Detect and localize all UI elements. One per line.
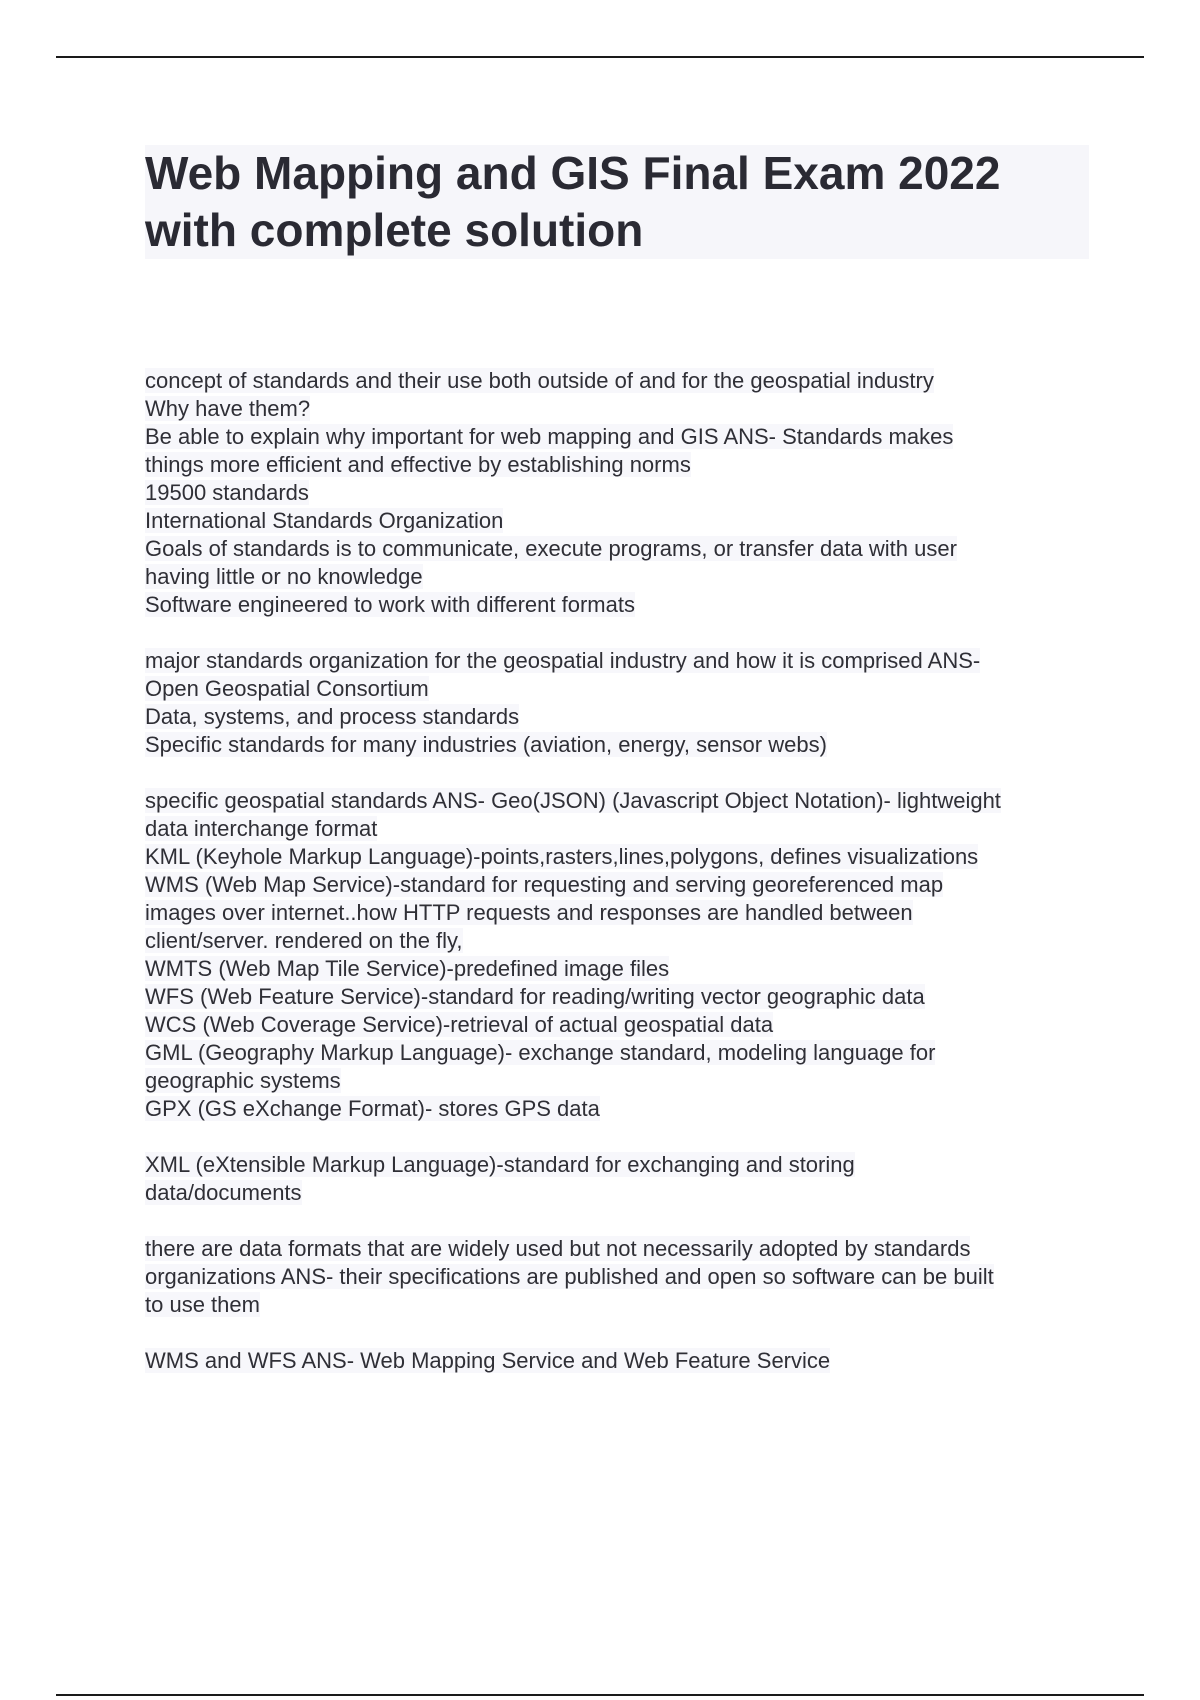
text-line-content: International Standards Organization: [145, 508, 504, 533]
text-line: [145, 1235, 1090, 1263]
text-line: [145, 899, 1090, 927]
text-line: [145, 675, 1090, 703]
text-line-content: WCS (Web Coverage Service)-retrieval of actual geospatial data: [145, 1012, 774, 1037]
text-line: [145, 395, 1090, 423]
title-line: Web Mapping and GIS Final Exam 2022: [145, 147, 1001, 199]
text-line-content: specific geospatial standards ANS- Geo(JSON) (Javascript Object Notation)- lightweight: [145, 788, 1001, 813]
document-body: [145, 367, 1090, 1375]
text-line: [145, 1347, 1090, 1375]
title-block: [145, 145, 1089, 259]
text-line: [145, 871, 1090, 899]
text-line: [145, 1179, 1090, 1207]
bottom-rule: [56, 1694, 1144, 1696]
paragraph: [145, 647, 1090, 759]
text-line: [145, 451, 1090, 479]
text-line: [145, 731, 1090, 759]
text-line: [145, 367, 1090, 395]
text-line-content: there are data formats that are widely used but not necessarily adopted by standards: [145, 1236, 971, 1261]
paragraph: [145, 787, 1090, 1123]
text-line-content: WMS and WFS ANS- Web Mapping Service and Web Feature Service: [145, 1348, 831, 1373]
text-line: [145, 1151, 1090, 1179]
text-line-content: Be able to explain why important for web mapping and GIS ANS- Standards makes: [145, 424, 954, 449]
text-line: [145, 507, 1090, 535]
text-line: [145, 787, 1090, 815]
text-line-content: Specific standards for many industries (aviation, energy, sensor webs): [145, 732, 827, 757]
text-line-content: GPX (GS eXchange Format)- stores GPS data: [145, 1096, 600, 1121]
text-line: [145, 843, 1090, 871]
text-line-content: data/documents: [145, 1180, 302, 1205]
text-line-content: WMTS (Web Map Tile Service)-predefined image files: [145, 956, 670, 981]
text-line: [145, 1039, 1090, 1067]
paragraph: [145, 1347, 1090, 1375]
text-line-content: Data, systems, and process standards: [145, 704, 520, 729]
document-title: [145, 145, 1089, 259]
top-rule: [56, 56, 1144, 58]
text-line-content: images over internet..how HTTP requests and responses are handled between: [145, 900, 913, 925]
paragraph: [145, 1151, 1090, 1207]
text-line: [145, 1263, 1090, 1291]
text-line: [145, 647, 1090, 675]
text-line-content: concept of standards and their use both outside of and for the geospatial industry: [145, 368, 934, 393]
text-line-content: Software engineered to work with different formats: [145, 592, 635, 617]
text-line-content: WFS (Web Feature Service)-standard for reading/writing vector geographic data: [145, 984, 925, 1009]
text-line-content: geographic systems: [145, 1068, 341, 1093]
text-line: [145, 703, 1090, 731]
text-line: [145, 815, 1090, 843]
text-line: [145, 955, 1090, 983]
text-line-content: major standards organization for the geospatial industry and how it is comprised ANS-: [145, 648, 981, 673]
text-line: [145, 1291, 1090, 1319]
text-line-content: XML (eXtensible Markup Language)-standard for exchanging and storing: [145, 1152, 855, 1177]
text-line-content: 19500 standards: [145, 480, 309, 505]
text-line-content: Open Geospatial Consortium: [145, 676, 429, 701]
text-line: [145, 1067, 1090, 1095]
text-line-content: Goals of standards is to communicate, execute programs, or transfer data with user: [145, 536, 957, 561]
paragraph: [145, 1235, 1090, 1319]
text-line: [145, 479, 1090, 507]
text-line-content: having little or no knowledge: [145, 564, 423, 589]
text-line: [145, 563, 1090, 591]
text-line-content: data interchange format: [145, 816, 378, 841]
text-line: [145, 927, 1090, 955]
text-line-content: KML (Keyhole Markup Language)-points,rasters,lines,polygons, defines visualizations: [145, 844, 979, 869]
title-line: with complete solution: [145, 204, 644, 256]
text-line: [145, 1011, 1090, 1039]
text-line-content: Why have them?: [145, 396, 311, 421]
text-line-content: to use them: [145, 1292, 260, 1317]
text-line: [145, 983, 1090, 1011]
text-line-content: WMS (Web Map Service)-standard for requesting and serving georeferenced map: [145, 872, 944, 897]
text-line-content: things more efficient and effective by establishing norms: [145, 452, 691, 477]
text-line-content: client/server. rendered on the fly,: [145, 928, 463, 953]
text-line-content: GML (Geography Markup Language)- exchange standard, modeling language for: [145, 1040, 936, 1065]
text-line: [145, 535, 1090, 563]
text-line: [145, 423, 1090, 451]
text-line: [145, 1095, 1090, 1123]
text-line: [145, 591, 1090, 619]
paragraph: [145, 367, 1090, 619]
text-line-content: organizations ANS- their specifications are published and open so software can be built: [145, 1264, 994, 1289]
